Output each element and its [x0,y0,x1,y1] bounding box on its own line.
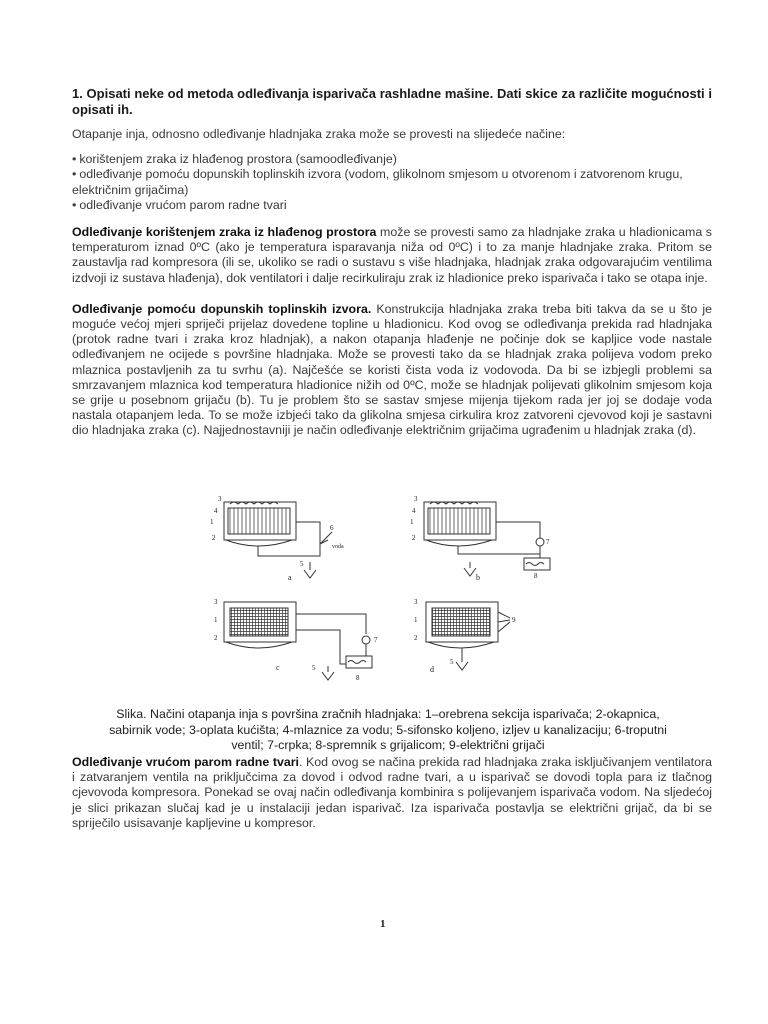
section-text: . Kod ovog se načina prekida rad hladnjaka zraka isključivanjem ventilatora i zatvaranjem ventila na priključcima za dovod i odvod radne tvari, a u isparivač se dovodi topla para iz tlačnog cjevovoda kompresora. Ponekad se ovaj način odleđivanja kombinira s polijevanjem isparivača vodom. Na sljedećoj je slici prikazan slučaj kad je u instalaciji jedan isparivač. Iza isparivača postavlja se električni grijač, da bi se spriječilo usisavanje kapljevine u kompresor. [72,755,713,830]
caption-lead: Slika. [116,707,147,722]
fig-number: 1 [214,616,218,624]
list-item: • odleđivanje pomoću dopunskih toplinskih izvora (vodom, glikolnom smjesom u otvorenom i zatvorenom krugu, električnim grijačima) [72,167,683,197]
document-body [72,86,712,439]
section-title: Odleđivanje vrućom parom radne tvari [72,755,299,769]
fig-number: 8 [534,572,538,580]
defrost-methods-figure [200,492,572,682]
fig-number: 2 [412,534,416,542]
fig-number: 6 [330,524,334,532]
question-heading: 1. Opisati neke od metoda odleđivanja isparivača rashladne mašine. Dati skice za različite mogućnosti i opisati ih. [72,86,712,117]
fig-number: 3 [214,598,218,606]
fig-number: 2 [214,634,218,642]
sketch-d [426,602,510,670]
page-number: 1 [380,918,386,930]
fig-number: 3 [414,598,418,606]
fig-number: 7 [374,636,378,644]
fig-number: 1 [414,616,418,624]
caption-text: Načini otapanja inja s površina zračnih hladnjaka: 1–orebrena sekcija isparivača; 2-okapnica, sabirnik vode; 3-oplata kućišta; 4-mlaznice za vodu; 5-sifonsko koljeno, izljev u kanalizaciju; 6-troputni ventil; 7-crpka; 8-spremnik s grijalicom; 9-električni grijači [109,707,667,753]
fig-number: 3 [218,495,222,503]
section-title: Odleđivanje pomoću dopunskih toplinskih izvora. [72,301,372,316]
fig-number: 2 [212,534,216,542]
section-air-defrost [72,225,712,286]
section-title: Odleđivanje korištenjem zraka iz hlađenog prostora [72,225,377,240]
list-item: • korištenjem zraka iz hlađenog prostora (samoodleđivanje) [72,152,397,167]
section-hot-gas [72,755,712,831]
fig-number: 4 [214,507,218,515]
fig-number: 5 [300,560,304,568]
sketch-a [224,502,332,578]
sketch-b [424,502,550,576]
fig-number: 1 [210,518,214,526]
fig-number: 1 [410,518,414,526]
fig-number: 8 [356,674,360,682]
sketch-c [224,602,372,680]
intro-paragraph: Otapanje inja, odnosno odleđivanje hladnjaka zraka može se provesti na slijedeće načine: [72,127,566,141]
fig-label-c: c [276,663,280,672]
fig-number: 9 [512,616,516,624]
fig-number: 4 [412,507,416,515]
list-item: • odleđivanje vrućom parom radne tvari [72,197,287,212]
fig-number: 2 [414,634,418,642]
fig-label-b: b [476,573,480,582]
method-list [72,152,712,213]
fig-label-a: a [288,573,292,582]
section-text: Konstrukcija hladnjaka zraka treba biti takva da se u što je moguće većoj mjeri spriječi prijelaz dovedene topline u hladionicu. Kod ovog se odleđivanja prekida rad hladnjaka (protok radne tvari i zraka kroz hladnjak), a nakon otapanja hlađenje ne počinje dok se kapljice vode nastale odleđivanjem ne ocijede s površine hladnjaka. Može se provesti tako da se hladnjak zraka polijeva vodom preko mlaznica postavljenih za tu svrhu (a). Najčešće se koristi čista voda iz vodovoda. Da bi se izbjegli problemi sa smrzavanjem mlaznica kod temperatura hladionice nižih od 0ºC, može se hladnjak polijevati glikolnim smjesom koja se grije u posebnom grijaču (b). Tu je problem što se sastav smjese mijenja tijekom rada jer joj se dodaje voda nastala otapanjem leda. To se može izbjeći tako da glikolna smjesa cirkulira kroz zatvoreni cjevovod koji je sastavni dio hladnjaka zraka (c). Najjednostavniji je način odleđivanje električnim grijačima ugrađenim u hladnjak zraka (d). [72,301,712,438]
fig-number: 3 [414,495,418,503]
figure-caption [108,707,668,754]
fig-number: 5 [312,664,316,672]
fig-water-label: voda [332,544,344,550]
section-auxiliary-heat [72,302,712,439]
fig-label-d: d [430,665,434,674]
fig-number: 7 [546,538,550,546]
section-text: može se provesti samo za hladnjake zraka u hladionicama s temperaturom iznad 0ºC (ako je temperatura isparavanja niža od 0ºC) i to za manje hladnjake zraka. Pritom se zaustavlja rad kompresora (ili se, ukoliko se radi o sustavu s više hladnjaka, hladnjak zraka odgovarajućim ventilima izdvoji iz sustava hlađenja), dok ventilatori i dalje recirkuliraju zrak iz hladionice preko isparivača i tako se otapa inje. [72,225,713,285]
fig-number: 5 [450,658,454,666]
